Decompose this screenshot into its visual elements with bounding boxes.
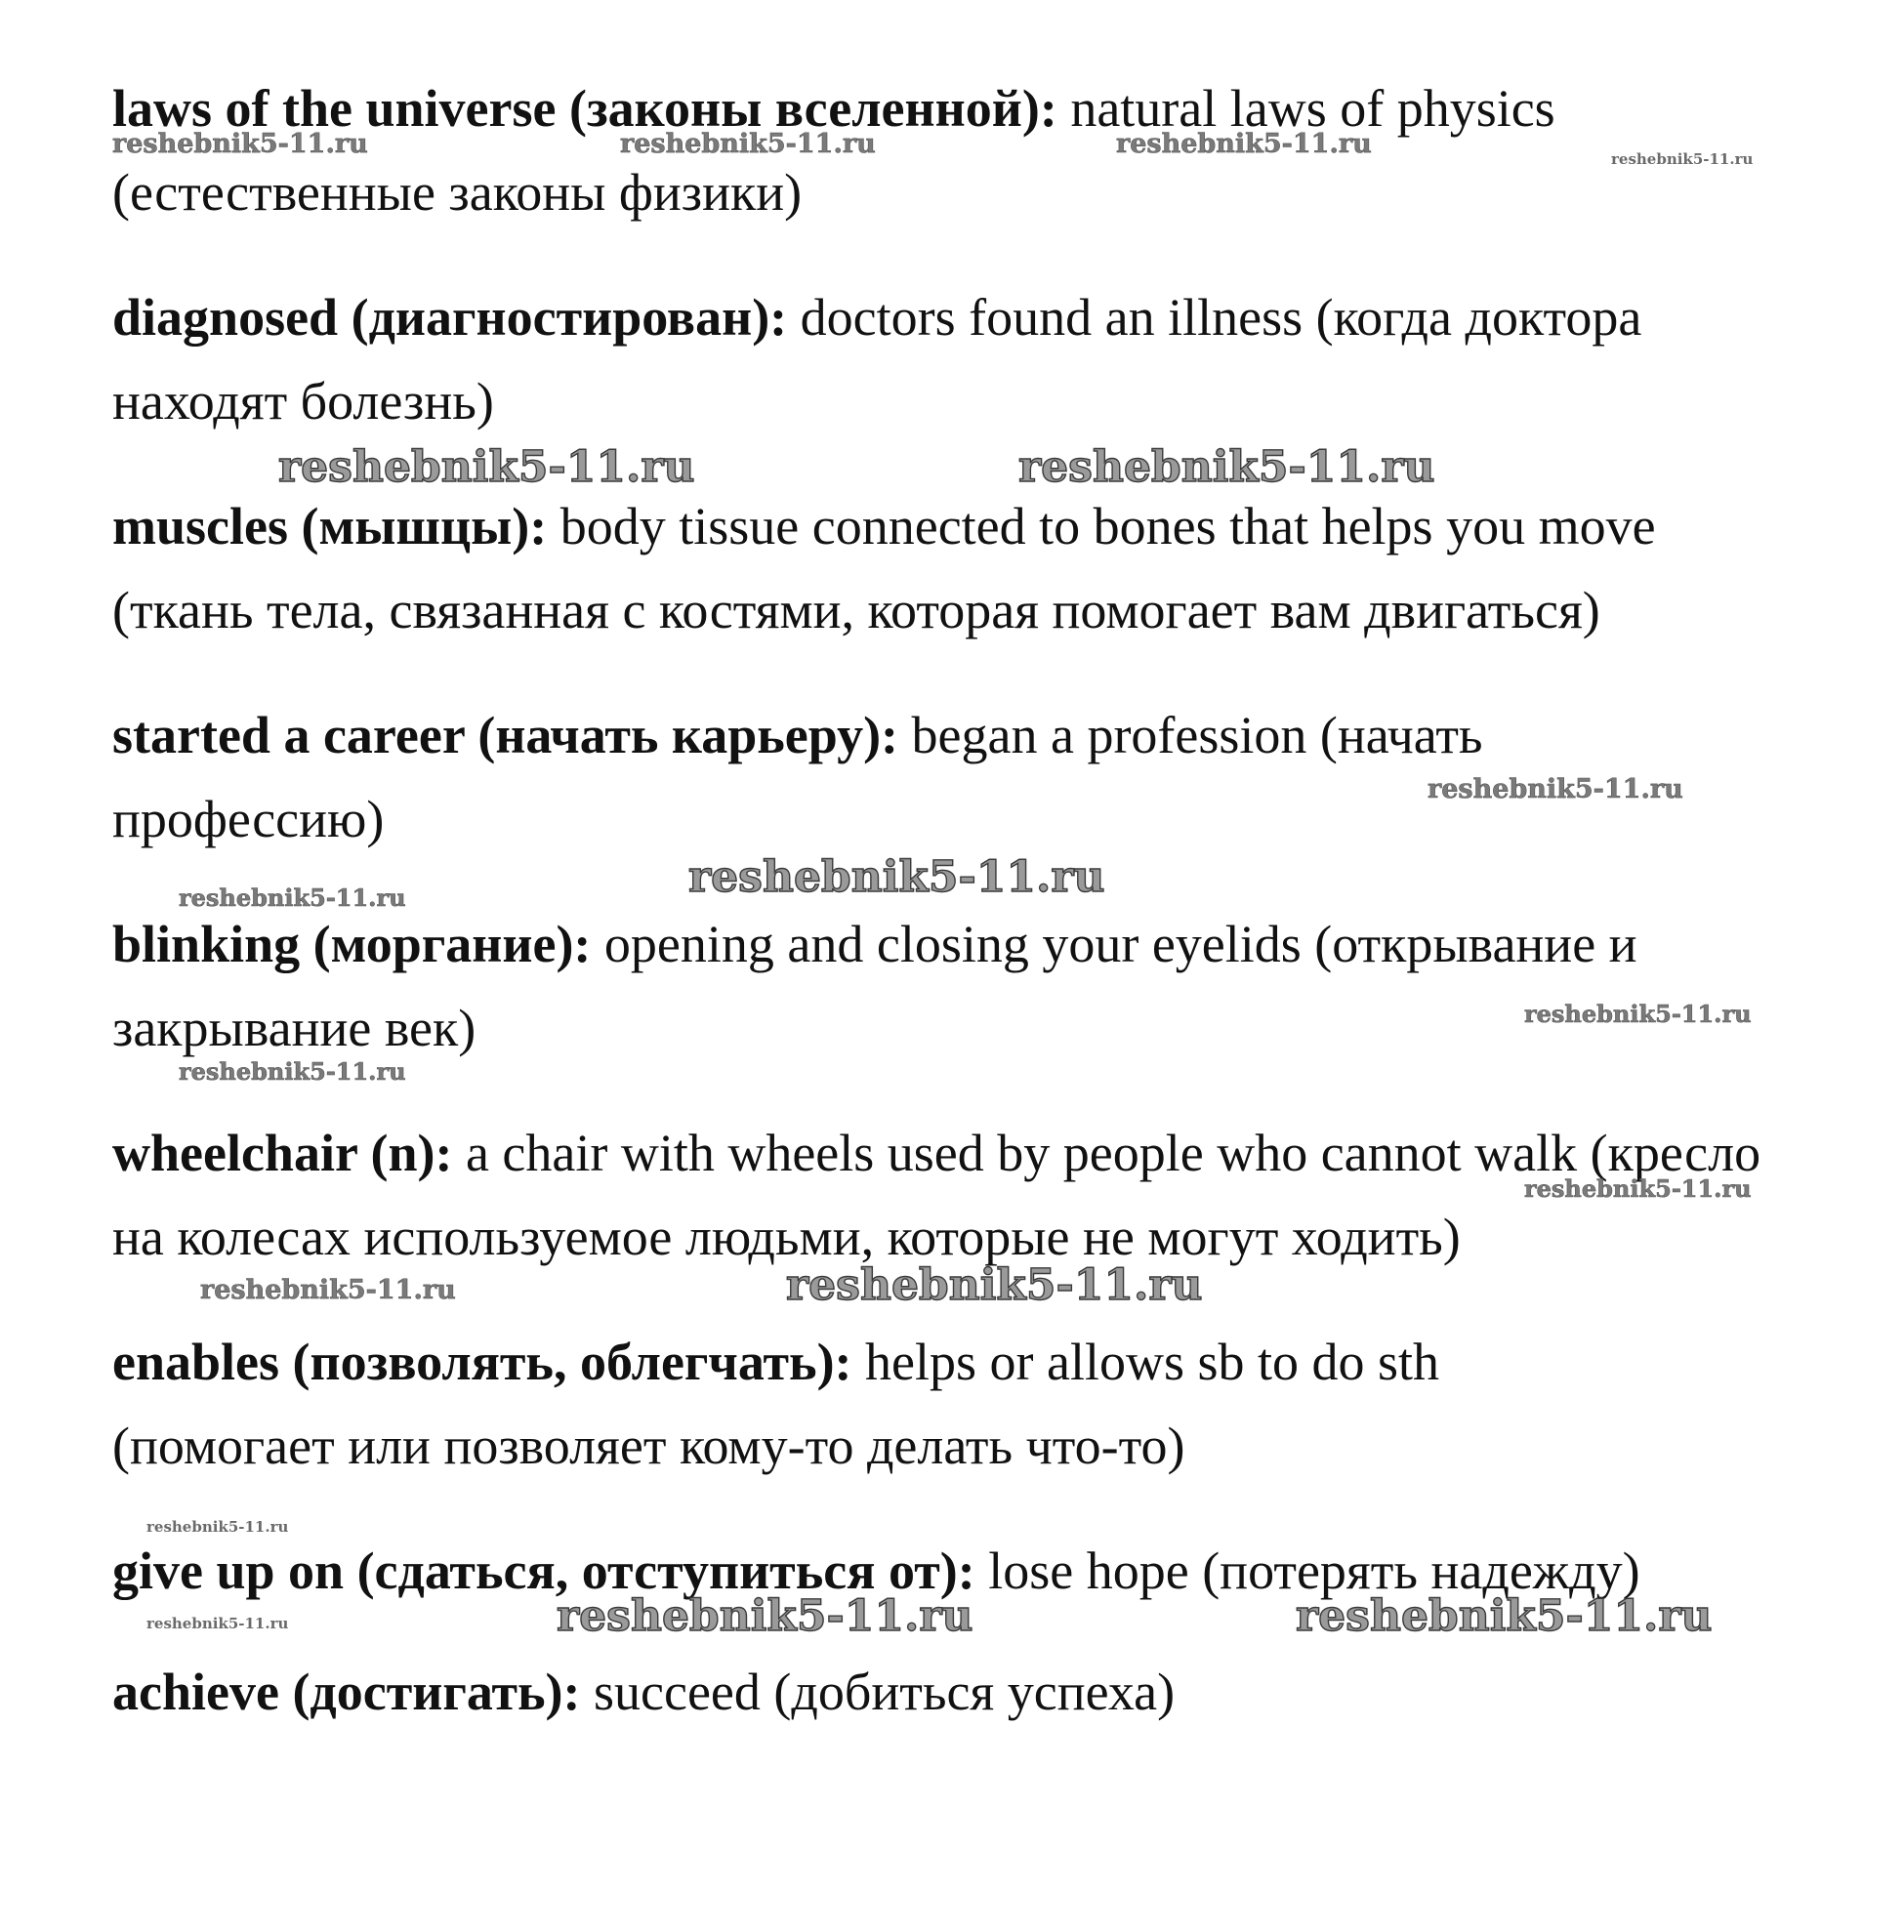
entry-enables [112, 1320, 1635, 1488]
watermark: reshebnik5-11.ru [179, 1057, 406, 1086]
entry-achieve [112, 1650, 1792, 1734]
entry-definition: natural laws of physics (естественные законы физики) [112, 79, 1555, 222]
watermark: reshebnik5-11.ru [112, 129, 368, 159]
watermark: reshebnik5-11.ru [1116, 129, 1372, 159]
entry-definition: helps or allows sb to do sth (помогает или позволяет кому-то делать что-то) [112, 1333, 1440, 1475]
entry-term: wheelchair (n): [112, 1124, 453, 1182]
watermark: reshebnik5-11.ru [1524, 1174, 1752, 1203]
watermark: reshebnik5-11.ru [1428, 774, 1683, 804]
entry-definition: lose hope (потерять надежду) [974, 1541, 1640, 1600]
entry-term: blinking (моргание): [112, 915, 592, 973]
watermark: reshebnik5-11.ru [620, 129, 876, 159]
watermark: reshebnik5-11.ru [146, 1518, 289, 1536]
watermark: reshebnik5-11.ru [146, 1615, 289, 1632]
watermark: reshebnik5-11.ru [278, 442, 695, 492]
entry-term: achieve (достигать): [112, 1663, 581, 1721]
entry-term: muscles (мышцы): [112, 497, 548, 555]
watermark: reshebnik5-11.ru [1018, 442, 1435, 492]
watermark: reshebnik5-11.ru [200, 1275, 456, 1305]
entry-blinking [112, 902, 1792, 1070]
entry-term: give up on (сдаться, отступиться от): [112, 1541, 975, 1600]
watermark: reshebnik5-11.ru [1296, 1591, 1713, 1641]
entry-definition: a chair with wheels used by people who cannot walk (кресло на колесах используемое людьми, которые не могут ходить) [112, 1124, 1761, 1266]
entry-definition: opening and closing your eyelids (открывание и закрывание век) [112, 915, 1637, 1057]
entry-definition: began a profession (начать профессию) [112, 706, 1483, 848]
watermark: reshebnik5-11.ru [1611, 150, 1754, 168]
entry-diagnosed [112, 275, 1792, 443]
entry-term: started a career (начать карьеру): [112, 706, 899, 764]
entry-term: laws of the universe (законы вселенной): [112, 79, 1057, 138]
entry-definition: doctors found an illness (когда доктора находят болезнь) [112, 288, 1642, 431]
watermark: reshebnik5-11.ru [557, 1591, 973, 1641]
watermark: reshebnik5-11.ru [688, 852, 1105, 902]
watermark: reshebnik5-11.ru [1524, 1000, 1752, 1028]
entry-definition: succeed (добиться успеха) [580, 1663, 1176, 1721]
entry-muscles [112, 484, 1792, 652]
entry-definition: body tissue connected to bones that helps you move (ткань тела, связанная с костями, которая помогает вам двигаться) [112, 497, 1656, 639]
watermark: reshebnik5-11.ru [179, 884, 406, 912]
entry-term: diagnosed (диагностирован): [112, 288, 788, 347]
watermark: reshebnik5-11.ru [786, 1260, 1203, 1310]
entry-term: enables (позволять, облегчать): [112, 1333, 852, 1391]
